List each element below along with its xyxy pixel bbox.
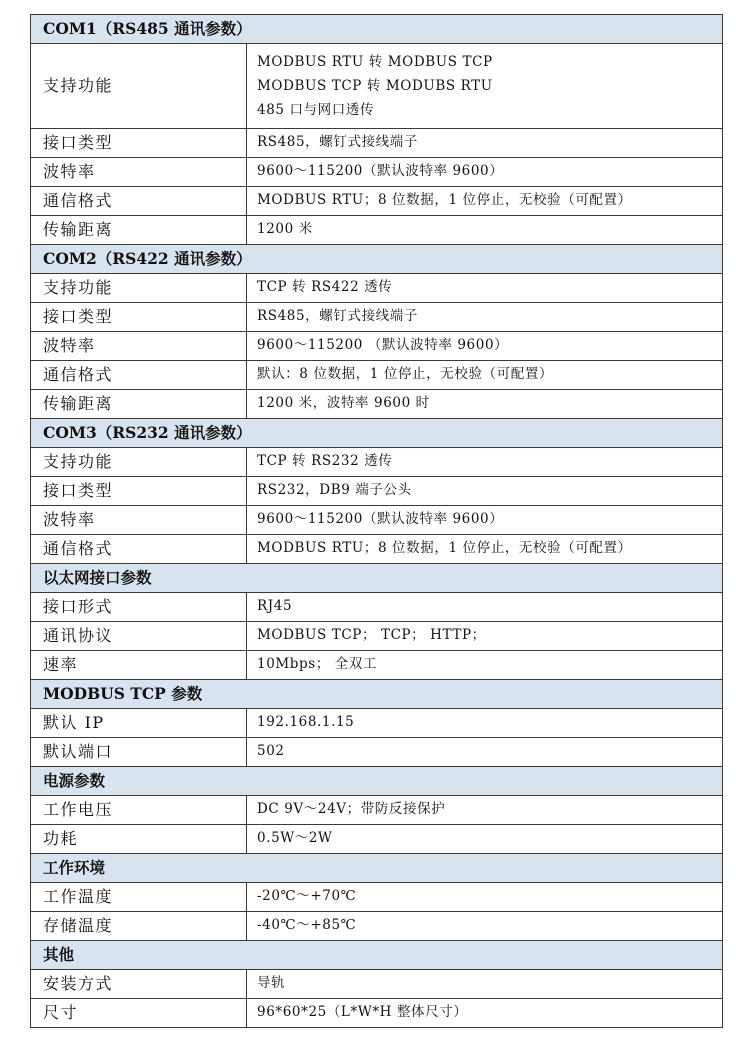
- spec-value-line: 485 口与网口透传: [257, 102, 375, 118]
- section-header: [31, 767, 723, 796]
- section-title: COM3（RS232 通讯参数）: [31, 419, 723, 448]
- section-title: MODBUS TCP 参数: [31, 680, 723, 709]
- spec-value: RS232，DB9 端子公头: [247, 477, 723, 506]
- spec-label: 波特率: [31, 506, 247, 535]
- spec-label: 支持功能: [31, 274, 247, 303]
- spec-value: 10Mbps； 全双工: [247, 651, 723, 680]
- spec-value: -40℃～+85℃: [247, 912, 723, 941]
- spec-value: RS485，螺钉式接线端子: [247, 129, 723, 158]
- spec-label: 传输距离: [31, 216, 247, 245]
- spec-label: 接口类型: [31, 129, 247, 158]
- section-header: [31, 854, 723, 883]
- spec-label: 支持功能: [31, 448, 247, 477]
- spec-value: 192.168.1.15: [247, 709, 723, 738]
- spec-label: 默认端口: [31, 738, 247, 767]
- spec-label: 通信格式: [31, 187, 247, 216]
- spec-row: [31, 506, 723, 535]
- spec-value: 9600～115200 （默认波特率 9600）: [247, 332, 723, 361]
- spec-row: [31, 970, 723, 999]
- spec-row: [31, 44, 723, 129]
- spec-label: 功耗: [31, 825, 247, 854]
- section-title: COM2（RS422 通讯参数）: [31, 245, 723, 274]
- spec-label: 安装方式: [31, 970, 247, 999]
- spec-row: [31, 390, 723, 419]
- spec-row: [31, 651, 723, 680]
- spec-value: DC 9V～24V；带防反接保护: [247, 796, 723, 825]
- section-header: [31, 419, 723, 448]
- spec-value-line: MODBUS TCP 转 MODUBS RTU: [257, 78, 493, 94]
- spec-value: RS485，螺钉式接线端子: [247, 303, 723, 332]
- spec-row: [31, 883, 723, 912]
- spec-row: [31, 999, 723, 1028]
- spec-row: [31, 332, 723, 361]
- spec-value: [247, 44, 723, 129]
- spec-label: 通讯协议: [31, 622, 247, 651]
- spec-label: 存储温度: [31, 912, 247, 941]
- spec-label: 工作温度: [31, 883, 247, 912]
- spec-table: [30, 14, 723, 1028]
- spec-row: [31, 129, 723, 158]
- spec-row: [31, 216, 723, 245]
- spec-value: 默认：8 位数据，1 位停止，无校验（可配置）: [247, 361, 723, 390]
- spec-value: 1200 米，波特率 9600 时: [247, 390, 723, 419]
- spec-row: [31, 709, 723, 738]
- spec-row: [31, 187, 723, 216]
- spec-table-body: [31, 15, 723, 1028]
- spec-value: RJ45: [247, 593, 723, 622]
- spec-value: 1200 米: [247, 216, 723, 245]
- spec-label: 支持功能: [31, 44, 247, 129]
- spec-value: 502: [247, 738, 723, 767]
- spec-value-line: MODBUS RTU 转 MODBUS TCP: [257, 54, 493, 70]
- spec-value: -20℃～+70℃: [247, 883, 723, 912]
- spec-label: 通信格式: [31, 361, 247, 390]
- spec-value: MODBUS TCP； TCP； HTTP；: [247, 622, 723, 651]
- spec-value: MODBUS RTU；8 位数据，1 位停止，无校验（可配置）: [247, 535, 723, 564]
- section-header: [31, 941, 723, 970]
- spec-value: TCP 转 RS422 透传: [247, 274, 723, 303]
- spec-row: [31, 535, 723, 564]
- spec-row: [31, 738, 723, 767]
- spec-value: 96*60*25（L*W*H 整体尺寸）: [247, 999, 723, 1028]
- section-title: 工作环境: [31, 854, 723, 883]
- section-header: [31, 245, 723, 274]
- spec-value: TCP 转 RS232 透传: [247, 448, 723, 477]
- spec-row: [31, 593, 723, 622]
- spec-row: [31, 361, 723, 390]
- spec-row: [31, 158, 723, 187]
- spec-row: [31, 825, 723, 854]
- spec-row: [31, 912, 723, 941]
- spec-label: 速率: [31, 651, 247, 680]
- spec-value: 0.5W～2W: [247, 825, 723, 854]
- section-header: [31, 564, 723, 593]
- section-header: [31, 15, 723, 44]
- spec-label: 工作电压: [31, 796, 247, 825]
- spec-value: 9600～115200（默认波特率 9600）: [247, 158, 723, 187]
- spec-row: [31, 622, 723, 651]
- spec-label: 接口类型: [31, 303, 247, 332]
- spec-label: 接口类型: [31, 477, 247, 506]
- section-title: 其他: [31, 941, 723, 970]
- spec-row: [31, 477, 723, 506]
- spec-label: 波特率: [31, 332, 247, 361]
- spec-value: 9600～115200（默认波特率 9600）: [247, 506, 723, 535]
- section-title: 以太网接口参数: [31, 564, 723, 593]
- spec-label: 尺寸: [31, 999, 247, 1028]
- spec-label: 传输距离: [31, 390, 247, 419]
- spec-value: 导轨: [247, 970, 723, 999]
- spec-row: [31, 448, 723, 477]
- section-title: COM1（RS485 通讯参数）: [31, 15, 723, 44]
- spec-row: [31, 303, 723, 332]
- section-title: 电源参数: [31, 767, 723, 796]
- spec-label: 接口形式: [31, 593, 247, 622]
- spec-row: [31, 796, 723, 825]
- spec-row: [31, 274, 723, 303]
- spec-value: MODBUS RTU；8 位数据，1 位停止，无校验（可配置）: [247, 187, 723, 216]
- spec-label: 默认 IP: [31, 709, 247, 738]
- spec-label: 波特率: [31, 158, 247, 187]
- section-header: [31, 680, 723, 709]
- spec-label: 通信格式: [31, 535, 247, 564]
